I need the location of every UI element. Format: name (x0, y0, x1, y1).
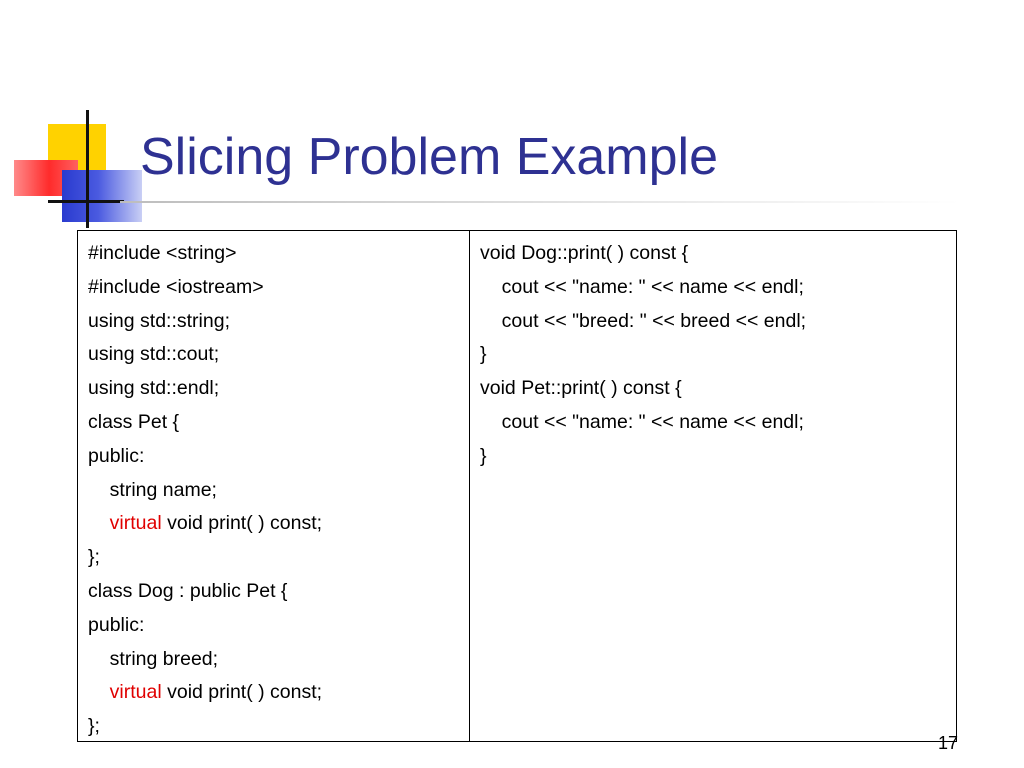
code-text: } (480, 444, 487, 467)
code-text: class Dog : public Pet { (88, 579, 288, 602)
code-text: class Pet { (88, 410, 180, 433)
code-line (480, 440, 956, 474)
code-text: using std::endl; (88, 377, 220, 400)
code-text: } (480, 343, 487, 366)
code-table (77, 230, 957, 742)
code-line (88, 541, 469, 575)
slide-title: Slicing Problem Example (140, 128, 719, 186)
code-text: #include <iostream> (88, 275, 264, 298)
code-line (88, 406, 469, 440)
code-line (480, 406, 956, 440)
code-text: using std::cout; (88, 343, 220, 366)
code-text: cout << "name: " << name << endl; (480, 275, 804, 298)
code-line (88, 271, 469, 305)
code-text: string breed; (88, 647, 219, 670)
code-text: public: (88, 444, 145, 467)
code-text: void Pet::print( ) const { (480, 377, 682, 400)
code-column-left (78, 231, 470, 741)
code-line (480, 372, 956, 406)
code-line (480, 338, 956, 372)
code-text: void print( ) const; (161, 681, 323, 704)
code-line (480, 237, 956, 271)
code-line (88, 338, 469, 372)
keyword-virtual: virtual (88, 512, 162, 535)
code-line (88, 305, 469, 339)
code-line (88, 237, 469, 271)
page-number: 17 (938, 733, 959, 753)
keyword-virtual: virtual (88, 681, 162, 704)
code-line (88, 609, 469, 643)
code-text: cout << "breed: " << breed << endl; (480, 309, 807, 332)
code-text: void Dog::print( ) const { (480, 242, 689, 264)
horizontal-line-decoration (48, 200, 124, 203)
blue-square-decoration (62, 170, 142, 222)
code-line (88, 710, 469, 744)
code-line (88, 372, 469, 406)
code-line (480, 271, 956, 305)
code-text: }; (88, 715, 100, 738)
code-line (88, 575, 469, 609)
code-line (88, 507, 469, 541)
code-text: public: (88, 613, 145, 636)
code-line (88, 440, 469, 474)
code-column-right (470, 231, 956, 741)
code-text: string name; (88, 478, 217, 501)
code-line (88, 676, 469, 710)
title-underline (120, 201, 960, 203)
code-line (88, 474, 469, 508)
vertical-line-decoration (86, 110, 89, 228)
code-text: }; (88, 546, 100, 569)
slide-logo-decoration (0, 0, 150, 240)
code-line (88, 643, 469, 677)
code-text: #include <string> (88, 242, 237, 264)
code-line (480, 305, 956, 339)
code-text: using std::string; (88, 309, 230, 332)
code-text: cout << "name: " << name << endl; (480, 410, 804, 433)
code-text: void print( ) const; (161, 512, 323, 535)
